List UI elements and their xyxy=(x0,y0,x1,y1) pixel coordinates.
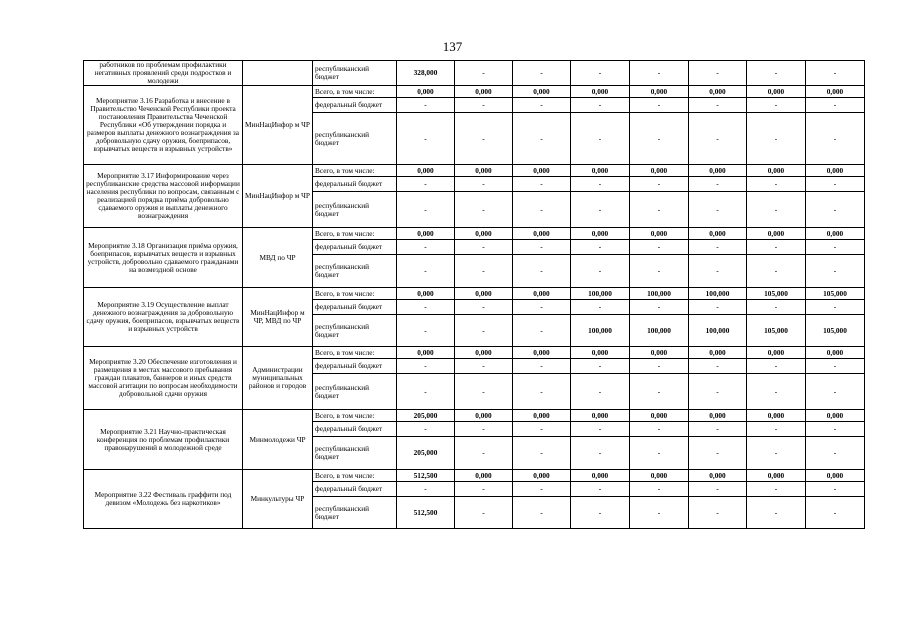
funding-value: - xyxy=(806,422,865,437)
funding-value: 0,000 xyxy=(455,347,513,359)
funding-value: - xyxy=(455,315,513,347)
funding-value: 0,000 xyxy=(806,410,865,422)
funding-value: - xyxy=(513,482,571,497)
funding-value: - xyxy=(689,61,747,86)
budget-table-sheet xyxy=(83,60,864,529)
funding-value: - xyxy=(455,177,513,192)
funding-source: федеральный бюджет xyxy=(313,98,397,113)
funding-value: 0,000 xyxy=(513,228,571,240)
funding-value: - xyxy=(747,98,806,113)
funding-value: 100,000 xyxy=(689,315,747,347)
funding-value: - xyxy=(689,255,747,288)
funding-value: - xyxy=(455,113,513,165)
funding-value: 100,000 xyxy=(630,315,689,347)
funding-value: - xyxy=(397,98,455,113)
measure-description: Мероприятие 3.19 Осуществление выплат денежного вознаграждения за добровольную сдачу оружия, боеприпасов, взрывчатых веществ и взрывных устройств xyxy=(84,288,243,347)
funding-source: Всего, в том числе: xyxy=(313,86,397,98)
funding-value: - xyxy=(397,300,455,315)
funding-value: 0,000 xyxy=(397,165,455,177)
funding-source: республиканский бюджет xyxy=(313,497,397,529)
funding-value: 512,500 xyxy=(397,470,455,482)
measure-description: Мероприятие 3.16 Разработка и внесение в Правительство Чеченской Республики проекта постановления Правительства Чеченской Республики «Об утверждении порядка и размеров выплаты денежного вознаграждения за добровольную сдачу оружия, боеприпасов, взрывчатых веществ и взрывных устройств» xyxy=(84,86,243,165)
funding-value: - xyxy=(397,422,455,437)
funding-source: федеральный бюджет xyxy=(313,240,397,255)
funding-value: - xyxy=(630,113,689,165)
funding-value: 0,000 xyxy=(689,347,747,359)
budget-table-body xyxy=(84,61,865,529)
funding-value: - xyxy=(455,300,513,315)
measure-description: Мероприятие 3.22 Фестиваль граффити под девизом «Молодежь без наркотиков» xyxy=(84,470,243,529)
funding-value: 0,000 xyxy=(455,86,513,98)
funding-source: республиканский бюджет xyxy=(313,315,397,347)
funding-value: - xyxy=(513,177,571,192)
funding-value: - xyxy=(806,300,865,315)
funding-value: - xyxy=(630,98,689,113)
funding-value: - xyxy=(455,61,513,86)
funding-value: 100,000 xyxy=(630,288,689,300)
funding-value: 0,000 xyxy=(571,470,630,482)
funding-value: - xyxy=(571,359,630,374)
funding-value: - xyxy=(806,177,865,192)
funding-value: - xyxy=(571,240,630,255)
funding-value: 0,000 xyxy=(513,86,571,98)
funding-value: - xyxy=(630,497,689,529)
funding-value: - xyxy=(455,437,513,470)
funding-value: 0,000 xyxy=(571,410,630,422)
funding-value: - xyxy=(571,437,630,470)
funding-value: - xyxy=(806,61,865,86)
funding-value: - xyxy=(630,422,689,437)
funding-source: Всего, в том числе: xyxy=(313,347,397,359)
funding-value: 0,000 xyxy=(630,228,689,240)
funding-source: республиканский бюджет xyxy=(313,113,397,165)
funding-value: - xyxy=(455,240,513,255)
funding-value: - xyxy=(747,437,806,470)
funding-value: - xyxy=(513,113,571,165)
measure-executor: МинНацИнфор м ЧР, МВД по ЧР xyxy=(243,288,313,347)
funding-value: - xyxy=(689,359,747,374)
funding-value: 0,000 xyxy=(513,347,571,359)
funding-value: 0,000 xyxy=(806,86,865,98)
funding-value: - xyxy=(397,255,455,288)
funding-value: - xyxy=(571,113,630,165)
funding-value: - xyxy=(513,359,571,374)
measure-executor: Администрации муниципальных районов и городов xyxy=(243,347,313,410)
measure-executor: МВД по ЧР xyxy=(243,228,313,288)
funding-value: - xyxy=(689,437,747,470)
funding-value: - xyxy=(571,374,630,410)
funding-value: - xyxy=(455,482,513,497)
funding-value: - xyxy=(747,240,806,255)
funding-value: - xyxy=(630,374,689,410)
measure-description: Мероприятие 3.17 Информирование через республиканские средства массовой информации населения республики по вопросам, связанным с реализацией порядка приёма добровольно сдаваемого оружия и выплаты денежного вознаграждения xyxy=(84,165,243,228)
funding-value: 0,000 xyxy=(806,347,865,359)
funding-value: - xyxy=(397,482,455,497)
funding-value: - xyxy=(513,240,571,255)
funding-value: 0,000 xyxy=(689,470,747,482)
funding-value: - xyxy=(630,300,689,315)
funding-source: федеральный бюджет xyxy=(313,482,397,497)
funding-value: - xyxy=(747,300,806,315)
funding-value: - xyxy=(747,422,806,437)
funding-value: - xyxy=(747,255,806,288)
measure-executor: МинНацИнфор м ЧР xyxy=(243,86,313,165)
funding-source: федеральный бюджет xyxy=(313,359,397,374)
funding-value: - xyxy=(397,192,455,228)
funding-value: - xyxy=(747,359,806,374)
funding-value: - xyxy=(571,482,630,497)
funding-value: - xyxy=(397,359,455,374)
funding-value: - xyxy=(455,359,513,374)
funding-value: - xyxy=(806,359,865,374)
measure-description: Мероприятие 3.18 Организация приёма оружия, боеприпасов, взрывчатых веществ и взрывных устройств, добровольно сдаваемого гражданами на возмездной основе xyxy=(84,228,243,288)
funding-value: - xyxy=(747,177,806,192)
funding-value: 0,000 xyxy=(630,410,689,422)
funding-value: 205,000 xyxy=(397,437,455,470)
funding-value: 0,000 xyxy=(630,470,689,482)
table-row xyxy=(84,61,865,86)
funding-value: - xyxy=(571,300,630,315)
funding-value: 0,000 xyxy=(806,228,865,240)
funding-value: 0,000 xyxy=(513,410,571,422)
table-row-total xyxy=(84,470,865,482)
funding-value: 0,000 xyxy=(397,228,455,240)
funding-source: республиканский бюджет xyxy=(313,437,397,470)
funding-value: - xyxy=(689,497,747,529)
funding-value: - xyxy=(571,98,630,113)
funding-value: - xyxy=(689,300,747,315)
funding-value: 0,000 xyxy=(455,165,513,177)
funding-value: 0,000 xyxy=(630,86,689,98)
funding-value: - xyxy=(806,240,865,255)
funding-source: республиканский бюджет xyxy=(313,192,397,228)
funding-value: - xyxy=(513,315,571,347)
funding-value: - xyxy=(630,177,689,192)
funding-value: - xyxy=(513,497,571,529)
funding-value: - xyxy=(513,192,571,228)
funding-value: - xyxy=(513,98,571,113)
funding-value: - xyxy=(455,98,513,113)
funding-value: - xyxy=(455,374,513,410)
funding-value: - xyxy=(689,422,747,437)
funding-value: - xyxy=(689,374,747,410)
funding-value: - xyxy=(513,437,571,470)
funding-value: - xyxy=(513,255,571,288)
funding-value: - xyxy=(806,497,865,529)
funding-value: 0,000 xyxy=(455,288,513,300)
funding-value: 0,000 xyxy=(513,165,571,177)
funding-value: 0,000 xyxy=(689,228,747,240)
page-number: 137 xyxy=(442,39,463,54)
funding-value: - xyxy=(689,482,747,497)
funding-value: 0,000 xyxy=(571,165,630,177)
funding-value: 0,000 xyxy=(397,347,455,359)
funding-value: - xyxy=(806,98,865,113)
funding-source: Всего, в том числе: xyxy=(313,288,397,300)
funding-value: - xyxy=(630,255,689,288)
funding-value: 0,000 xyxy=(747,470,806,482)
funding-value: 0,000 xyxy=(747,86,806,98)
funding-value: 0,000 xyxy=(455,470,513,482)
funding-value: 512,500 xyxy=(397,497,455,529)
funding-value: - xyxy=(747,482,806,497)
measure-executor xyxy=(243,61,313,86)
measure-executor: Минмолодежи ЧР xyxy=(243,410,313,470)
funding-value: - xyxy=(513,61,571,86)
funding-value: - xyxy=(806,374,865,410)
funding-value: - xyxy=(571,177,630,192)
funding-source: республиканский бюджет xyxy=(313,374,397,410)
funding-source: Всего, в том числе: xyxy=(313,228,397,240)
funding-value: - xyxy=(630,192,689,228)
funding-value: 0,000 xyxy=(689,165,747,177)
funding-value: - xyxy=(513,422,571,437)
funding-value: - xyxy=(455,497,513,529)
table-row-total xyxy=(84,86,865,98)
funding-value: - xyxy=(630,240,689,255)
funding-source: федеральный бюджет xyxy=(313,300,397,315)
table-row-total xyxy=(84,288,865,300)
funding-value: - xyxy=(689,240,747,255)
funding-value: 0,000 xyxy=(397,86,455,98)
funding-source: республиканский бюджет xyxy=(313,255,397,288)
funding-value: - xyxy=(806,113,865,165)
funding-value: 0,000 xyxy=(747,347,806,359)
funding-value: 0,000 xyxy=(747,228,806,240)
funding-value: - xyxy=(571,497,630,529)
measure-executor: Минкультуры ЧР xyxy=(243,470,313,529)
funding-value: 105,000 xyxy=(806,315,865,347)
funding-source: федеральный бюджет xyxy=(313,422,397,437)
measure-description: работников по проблемам профилактики негативных проявлений среди подростков и молодежи xyxy=(84,61,243,86)
funding-value: 205,000 xyxy=(397,410,455,422)
funding-value: - xyxy=(455,255,513,288)
funding-value: - xyxy=(397,177,455,192)
funding-value: - xyxy=(747,497,806,529)
funding-value: - xyxy=(689,192,747,228)
funding-value: - xyxy=(689,113,747,165)
funding-source: республиканский бюджет xyxy=(313,61,397,86)
funding-value: 0,000 xyxy=(513,288,571,300)
funding-value: - xyxy=(571,255,630,288)
funding-value: - xyxy=(806,437,865,470)
funding-value: 0,000 xyxy=(455,410,513,422)
funding-value: - xyxy=(747,192,806,228)
table-row-total xyxy=(84,347,865,359)
table-row-total xyxy=(84,228,865,240)
table-row-total xyxy=(84,410,865,422)
funding-value: 0,000 xyxy=(571,228,630,240)
funding-value: 0,000 xyxy=(397,288,455,300)
funding-value: - xyxy=(397,240,455,255)
funding-value: - xyxy=(747,374,806,410)
funding-value: - xyxy=(806,255,865,288)
measure-executor: МинНацИнфор м ЧР xyxy=(243,165,313,228)
funding-value: 0,000 xyxy=(571,347,630,359)
funding-value: - xyxy=(689,177,747,192)
funding-value: 0,000 xyxy=(513,470,571,482)
funding-source: Всего, в том числе: xyxy=(313,470,397,482)
funding-value: 0,000 xyxy=(689,86,747,98)
funding-source: Всего, в том числе: xyxy=(313,410,397,422)
funding-value: - xyxy=(806,192,865,228)
funding-source: Всего, в том числе: xyxy=(313,165,397,177)
funding-value: 100,000 xyxy=(689,288,747,300)
funding-value: - xyxy=(513,300,571,315)
funding-value: - xyxy=(397,113,455,165)
funding-value: 105,000 xyxy=(806,288,865,300)
funding-value: 328,000 xyxy=(397,61,455,86)
funding-value: - xyxy=(455,192,513,228)
funding-value: - xyxy=(630,61,689,86)
funding-value: 0,000 xyxy=(689,410,747,422)
funding-value: - xyxy=(689,98,747,113)
funding-value: - xyxy=(513,374,571,410)
funding-value: 105,000 xyxy=(747,288,806,300)
funding-value: - xyxy=(747,61,806,86)
funding-value: - xyxy=(630,359,689,374)
measure-description: Мероприятие 3.20 Обеспечение изготовления и размещения в местах массового пребывания граждан плакатов, баннеров и иных средств массовой агитации по вопросам необходимости добровольной сдачи оружия xyxy=(84,347,243,410)
funding-value: - xyxy=(630,482,689,497)
funding-value: 100,000 xyxy=(571,315,630,347)
funding-value: - xyxy=(397,315,455,347)
funding-value: 0,000 xyxy=(806,165,865,177)
funding-value: - xyxy=(397,374,455,410)
funding-value: 100,000 xyxy=(571,288,630,300)
funding-value: - xyxy=(747,113,806,165)
funding-value: - xyxy=(571,422,630,437)
funding-value: 0,000 xyxy=(806,470,865,482)
funding-value: 0,000 xyxy=(630,347,689,359)
funding-value: 0,000 xyxy=(747,410,806,422)
funding-value: - xyxy=(630,437,689,470)
measure-description: Мероприятие 3.21 Научно-практическая конференция по проблемам профилактики правонарушений в молодежной среде xyxy=(84,410,243,470)
funding-value: - xyxy=(571,61,630,86)
funding-value: - xyxy=(455,422,513,437)
funding-value: 0,000 xyxy=(630,165,689,177)
funding-value: 0,000 xyxy=(571,86,630,98)
funding-value: - xyxy=(571,192,630,228)
funding-value: 0,000 xyxy=(747,165,806,177)
budget-table xyxy=(83,60,865,529)
funding-source: федеральный бюджет xyxy=(313,177,397,192)
table-row-total xyxy=(84,165,865,177)
funding-value: 0,000 xyxy=(455,228,513,240)
funding-value: 105,000 xyxy=(747,315,806,347)
funding-value: - xyxy=(806,482,865,497)
